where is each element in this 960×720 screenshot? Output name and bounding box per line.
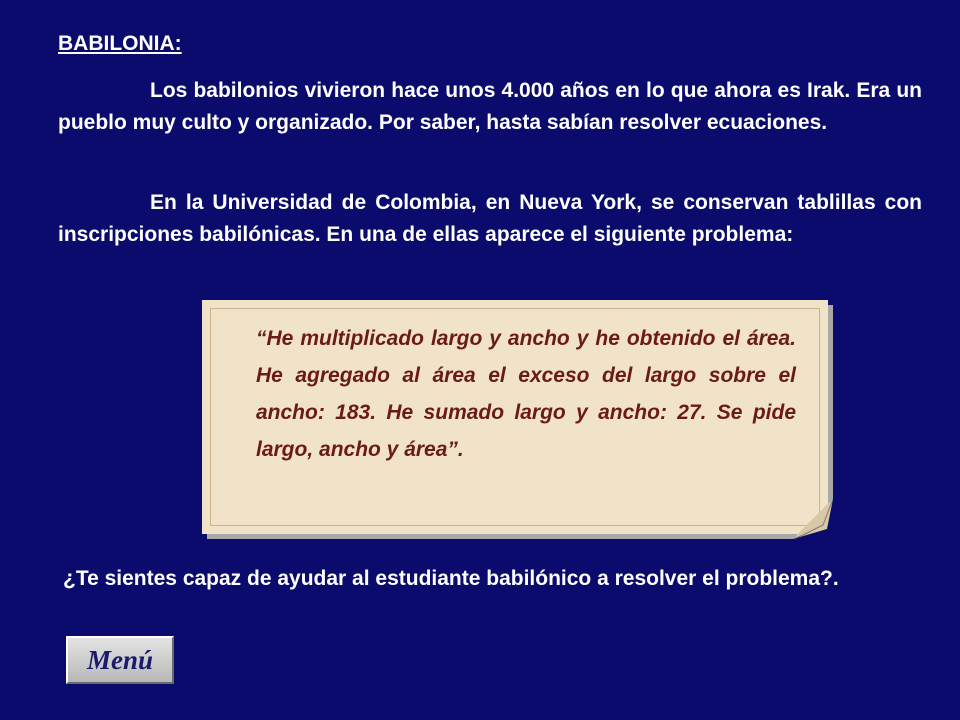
page-curl-icon	[793, 499, 833, 539]
problem-note	[202, 300, 828, 534]
menu-button[interactable]: Menú	[66, 636, 174, 684]
tablet-paragraph: En la Universidad de Colombia, en Nueva York, se conservan tablillas con inscripciones babilónicas. En una de ellas aparece el siguiente problema:	[58, 191, 922, 246]
intro-paragraph: Los babilonios vivieron hace unos 4.000 años en lo que ahora es Irak. Era un pueblo muy culto y organizado. Por saber, hasta sabían resolver ecuaciones.	[58, 79, 922, 134]
problem-text: “He multiplicado largo y ancho y he obtenido el área. He agregado al área el exceso del largo sobre el ancho: 183. He sumado largo y ancho: 27. Se pide largo, ancho y área”.	[256, 327, 796, 461]
question-text: ¿Te sientes capaz de ayudar al estudiante babilónico a resolver el problema?.	[63, 567, 839, 590]
section-heading: BABILONIA:	[58, 32, 182, 55]
